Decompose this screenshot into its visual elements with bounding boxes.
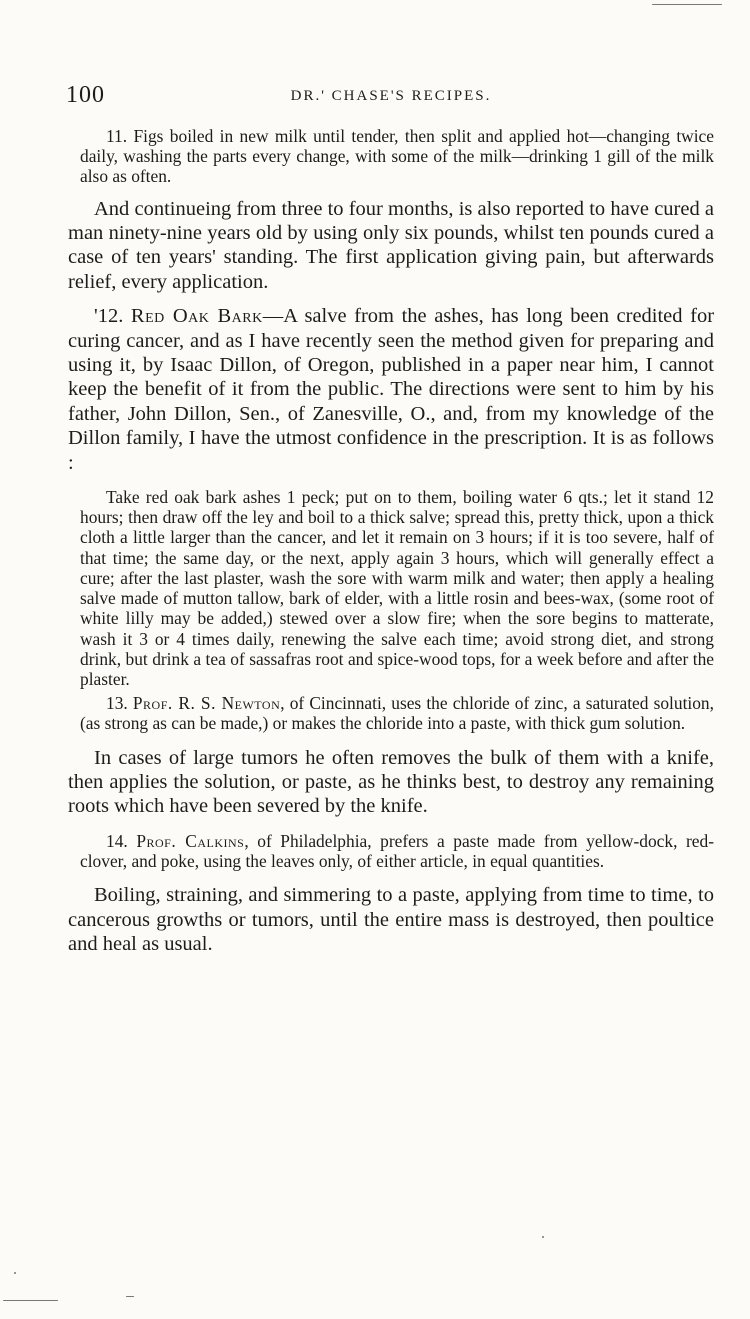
paragraph-13-continued: In cases of large tumors he often removes the bulk of them with a knife, then applies the solution, or paste, as he thinks best, to destroy any remaining roots which have been severed by the knife. bbox=[68, 746, 714, 818]
paragraph-12-number: '12. bbox=[94, 305, 124, 328]
paragraph-14-heading: Prof. Calkins bbox=[136, 830, 245, 851]
speck bbox=[3, 1300, 58, 1301]
page-number: 100 bbox=[66, 82, 105, 108]
paragraph-12-text: —A salve from the ashes, has long been credited for curing cancer, and as I have recently seen the method given for preparing and using it, by Isaac Dillon, of Oregon, published in a paper near him, I cannot keep the benefit of it from the public. The directions were sent to him by his father, John Dillon, Sen., of Zanesville, O., and, from my knowledge of the Dillon family, I have the utmost confidence in the prescription. It is as follows : bbox=[68, 305, 715, 474]
paragraph-12-heading: Red Oak Bark bbox=[130, 305, 263, 328]
running-head: DR.' CHASE'S RECIPES. bbox=[290, 88, 492, 104]
page-body bbox=[68, 126, 714, 956]
paragraph-14-text: , of Philadelphia, prefers a paste made from yellow-dock, red-clover, and poke, using the leaves only, of either article, in equal quantities. bbox=[80, 830, 714, 871]
speck bbox=[14, 1272, 16, 1274]
paragraph-13-text: , of Cincinnati, uses the chloride of zinc, a saturated solution, (as strong as can be made,) or makes the chloride into a paste, with thick gum solution. bbox=[80, 693, 714, 734]
paragraph-13-number: 13. bbox=[106, 693, 128, 714]
paragraph-11-continued: And continueing from three to four months, is also reported to have cured a man ninety-nine years old by using only six pounds, whilst ten pounds cured a case of ten years' standing. The first application giving pain, but afterwards relief, every application. bbox=[68, 197, 714, 293]
paragraph-13-heading: Prof. R. S. Newton bbox=[132, 693, 281, 714]
speck bbox=[542, 1236, 544, 1238]
paragraph-12 bbox=[68, 304, 714, 475]
paragraph-14-continued: Boiling, straining, and simmering to a paste, applying from time to time, to cancerous growths or tumors, until the entire mass is destroyed, then poultice and heal as usual. bbox=[68, 884, 714, 955]
speck bbox=[126, 1296, 134, 1297]
page-header bbox=[66, 82, 716, 112]
speck bbox=[652, 4, 722, 5]
paragraph-13 bbox=[68, 693, 714, 733]
paragraph-11: 11. Figs boiled in new milk until tender, then split and applied hot—changing twice daily, washing the parts every change, with some of the milk—drinking 1 gill of the milk also as often. bbox=[80, 126, 714, 187]
recipe-text: Take red oak bark ashes 1 peck; put on to them, boiling water 6 qts.; let it stand 12 hours; then draw off the ley and boil to a thick salve; spread this, pretty thick, upon a thick cloth a little larger than the cancer, and let it remain on 3 hours; if it is too severe, half of that time; the same day, or the next, apply again 3 hours, which will generally effect a cure; after the last plaster, wash the sore with warm milk and water; then apply a healing salve made of mutton tallow, bark of elder, with a little rosin and bees-wax, (some root of white lilly may be added,) stewed over a slow fire; when the sore begins to matterate, wash it 3 or 4 times daily, renewing the salve each time; avoid strong diet, and strong drink, but drink a tea of sassafras root and spice-wood tops, for a week before and after the plaster. bbox=[80, 487, 714, 689]
paragraph-14 bbox=[68, 831, 714, 871]
paragraph-14-number: 14. bbox=[106, 830, 128, 851]
